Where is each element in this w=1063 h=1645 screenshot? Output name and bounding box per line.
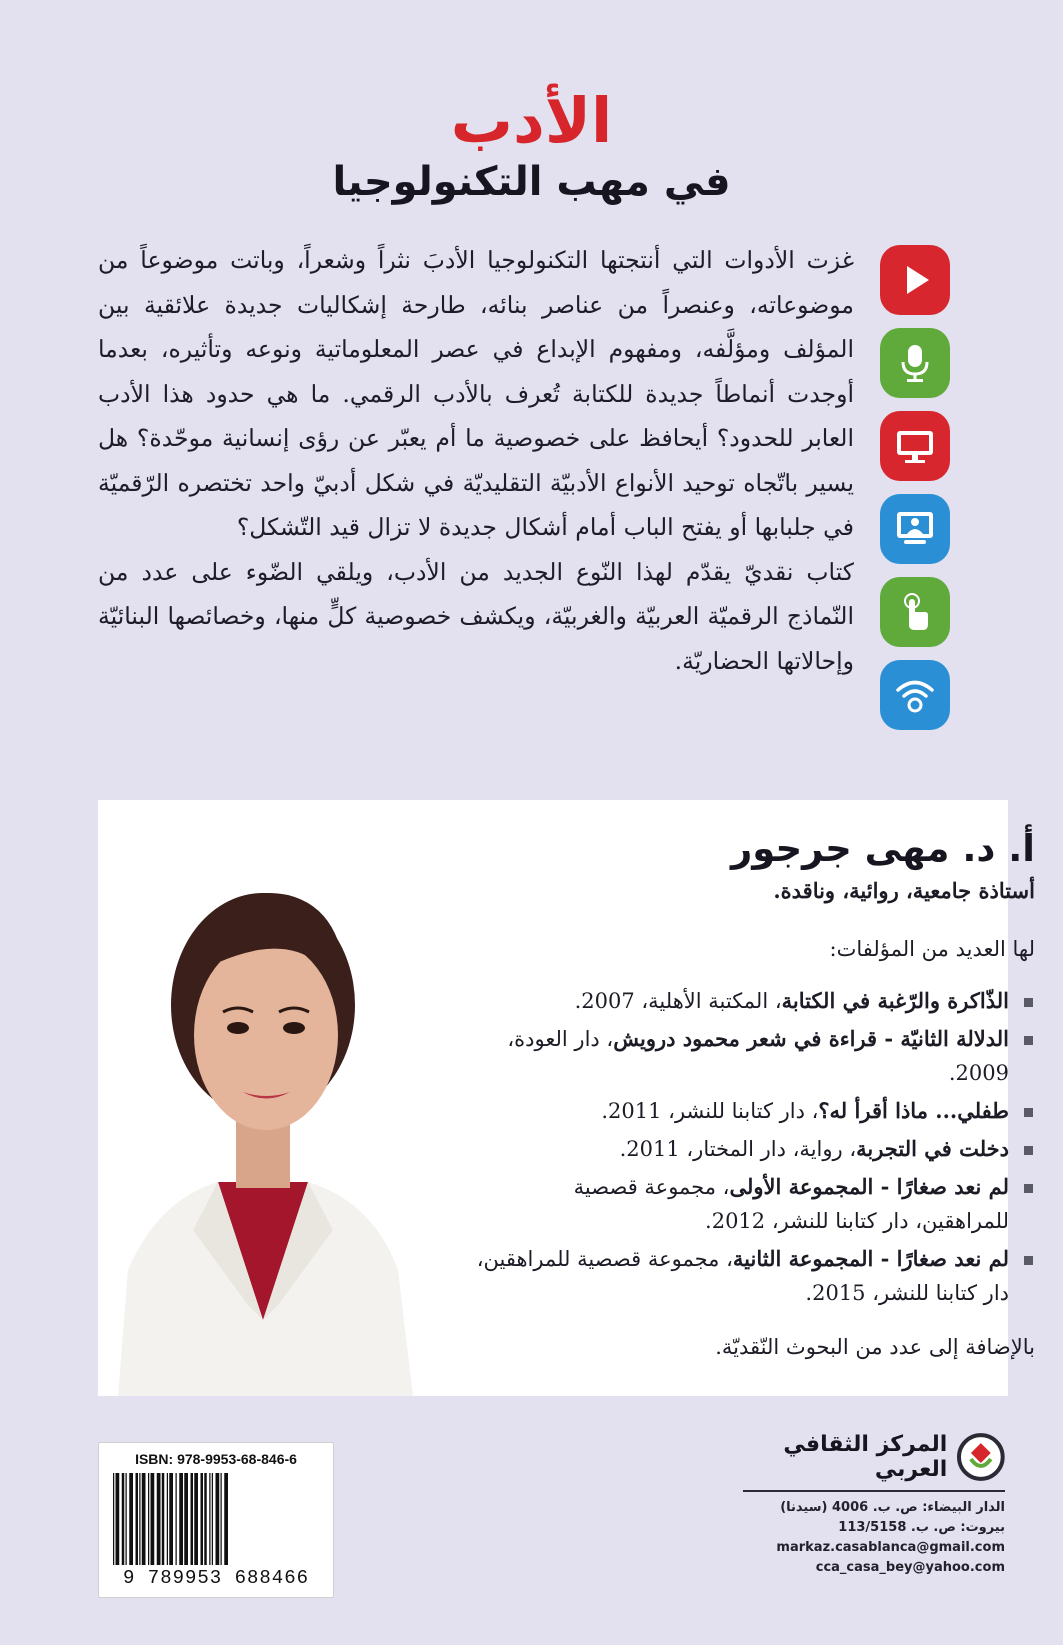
closing-note: بالإضافة إلى عدد من البحوث النّقديّة. — [715, 1335, 1035, 1359]
barcode-bar — [157, 1473, 161, 1565]
work-title: الدلالة الثانيّة - قراءة في شعر محمود درويش — [613, 1026, 1009, 1051]
barcode-bar — [139, 1473, 140, 1565]
work-details: ، دار العودة، 2009. — [507, 1027, 1009, 1085]
barcode-bar — [194, 1473, 198, 1565]
isbn-barcode-box — [98, 1442, 334, 1598]
work-details: ، رواية، دار المختار، 2011. — [619, 1137, 857, 1161]
publisher-divider — [743, 1490, 1005, 1492]
barcode-bar — [126, 1473, 127, 1565]
barcode-bar — [113, 1473, 114, 1565]
isbn-label: ISBN: 978-9953-68-846-6 — [135, 1451, 297, 1467]
work-title: دخلت في التجربة — [856, 1136, 1009, 1161]
barcode-bar — [209, 1473, 210, 1565]
description-paragraph-1: غزت الأدوات التي أنتجتها التكنولوجيا الأدبَ نثراً وشعراً، وباتت موضوعاً من موضوعاته، وعنصراً من عناصر بنائه، طارحة إشكاليات جديدة علائقية بين المؤلف ومؤلَّفه، ومفهوم الإبداع في عصر المعلوماتية ونوعه وتأثيره، بعدما أوجدت أنماطاً جديدة للكتابة تُعرف بالأدب الرقمي. ما هي حدود هذا الأدب العابر للحدود؟ أيحافظ على خصوصية ما أم يعبّر عن رؤى إنسانية موحّدة؟ هل يسير باتّجاه توحيد الأنواع الأدبيّة التقليديّة في شكل أدبيّ واحد تختصره الرّقميّة في جلبابها أو يفتح الباب أمام أشكال جديدة لا تزال قيد التّشكل؟ — [98, 246, 854, 541]
list-item — [475, 1132, 1035, 1166]
work-title: الذّاكرة والرّغبة في الكتابة — [781, 988, 1009, 1013]
microphone-icon — [880, 328, 950, 398]
list-item — [475, 1242, 1035, 1310]
barcode-bar — [201, 1473, 204, 1565]
work-details: ، مجموعة قصصية للمراهقين، دار كتابنا للنشر، 2012. — [573, 1175, 1009, 1233]
barcode-bar — [142, 1473, 146, 1565]
barcode-bar — [216, 1473, 220, 1565]
author-role: أستاذة جامعية، روائية، وناقدة. — [773, 878, 1035, 903]
list-item — [475, 1094, 1035, 1128]
barcode-bar — [136, 1473, 139, 1565]
work-title: لم نعد صغارًا - المجموعة الأولى — [729, 1174, 1009, 1199]
work-details: ، المكتبة الأهلية، 2007. — [574, 989, 782, 1013]
publisher-address-beirut: بيروت: ص. ب. 113/5158 — [838, 1520, 1005, 1535]
publisher-email-2: cca_casa_bey@yahoo.com — [815, 1560, 1005, 1575]
works-list — [475, 984, 1035, 1310]
description-paragraph-2: كتاب نقديّ يقدّم لهذا النّوع الجديد من الأدب، ويلقي الضّوء على عدد من النّماذج الرقميّة العربيّة والغربيّة، ويكشف خصوصية كلٍّ منها، وخصائصها البنائيّة وإحالاتها الحضاريّة. — [98, 557, 854, 675]
barcode — [109, 1473, 323, 1565]
barcode-bar — [169, 1473, 173, 1565]
barcode-bar — [179, 1473, 183, 1565]
work-title: لم نعد صغارًا - المجموعة الثانية — [732, 1246, 1009, 1271]
barcode-bar — [221, 1473, 222, 1565]
list-item — [475, 984, 1035, 1018]
barcode-bar — [204, 1473, 207, 1565]
barcode-bar — [184, 1473, 188, 1565]
publisher-logo-icon — [957, 1433, 1005, 1481]
barcode-bar — [167, 1473, 168, 1565]
barcode-bar — [212, 1473, 213, 1565]
monitor-icon — [880, 411, 950, 481]
barcode-bar — [151, 1473, 155, 1565]
barcode-digits: 9 789953 688466 — [122, 1567, 310, 1589]
publisher-name: المركز الثقافي العربي — [783, 1432, 948, 1482]
author-name: أ. د. مهى جرجور — [730, 827, 1035, 870]
barcode-bar — [129, 1473, 133, 1565]
barcode-bar — [116, 1473, 120, 1565]
touch-icon — [880, 577, 950, 647]
barcode-bar — [191, 1473, 194, 1565]
barcode-bar — [176, 1473, 177, 1565]
barcode-bar — [122, 1473, 125, 1565]
work-title: طفلي... ماذا أقرأ له؟ — [818, 1098, 1009, 1123]
publisher-info — [705, 1432, 1005, 1578]
wifi-icon — [880, 660, 950, 730]
book-title: الأدب — [450, 84, 613, 157]
publisher-header — [705, 1432, 1005, 1482]
book-subtitle: في مهب التكنولوجيا — [332, 159, 731, 205]
author-portrait — [98, 800, 428, 1396]
video-call-icon — [880, 494, 950, 564]
barcode-bar — [148, 1473, 149, 1565]
barcode-bar — [162, 1473, 165, 1565]
book-description — [98, 238, 854, 683]
work-details: ، دار كتابنا للنشر، 2011. — [601, 1099, 819, 1123]
barcode-bar — [224, 1473, 228, 1565]
list-item — [475, 1022, 1035, 1090]
works-intro: لها العديد من المؤلفات: — [829, 937, 1035, 961]
work-details: ، مجموعة قصصية للمراهقين، دار كتابنا للنشر، 2015. — [476, 1247, 1009, 1305]
publisher-address-casablanca: الدار البيضاء: ص. ب. 4006 (سيدنا) — [780, 1500, 1005, 1515]
author-info — [475, 826, 1035, 1364]
play-icon — [880, 245, 950, 315]
publisher-email-1: markaz.casablanca@gmail.com — [776, 1540, 1005, 1555]
list-item — [475, 1170, 1035, 1238]
